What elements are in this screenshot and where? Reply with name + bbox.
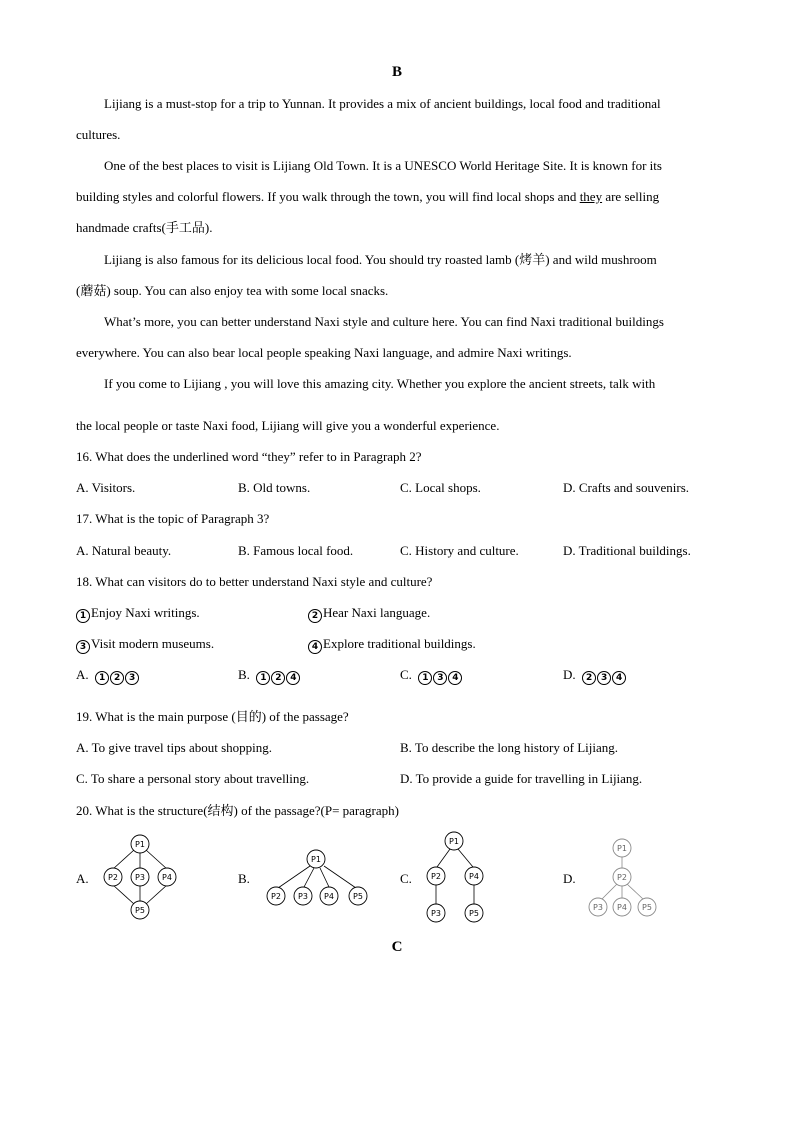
passage-p2-text-post: are selling (602, 189, 660, 204)
passage-p2-line1: One of the best places to visit is Lijiang Old Town. It is a UNESCO World Heritage Site. It is known for its (104, 158, 662, 173)
q17-option-c[interactable]: C. History and culture. (400, 543, 519, 558)
q16-option-c[interactable]: C. Local shops. (400, 480, 481, 495)
question-17-stem: 17. What is the topic of Paragraph 3? (76, 511, 270, 526)
circled-number: 3 (125, 671, 139, 685)
structure-diagram-d[interactable] (586, 835, 660, 926)
q18-item-4-text: Explore traditional buildings. (323, 636, 476, 651)
q18-option-c[interactable] (400, 667, 463, 685)
q20-option-c-letter[interactable]: C. (400, 871, 412, 886)
q18-item-2-text: Hear Naxi language. (323, 605, 431, 620)
q18-option-d[interactable] (563, 667, 627, 685)
passage-p1-line2: cultures. (76, 127, 121, 142)
q19-option-d[interactable]: D. To provide a guide for travelling in Lijiang. (400, 771, 643, 786)
structure-diagram-c[interactable] (420, 828, 492, 931)
circled-number: 2 (582, 671, 596, 685)
q18-item-3 (76, 636, 214, 654)
q19-option-a[interactable]: A. To give travel tips about shopping. (76, 740, 272, 755)
circled-number: 2 (271, 671, 285, 685)
question-20-stem: 20. What is the structure(结构) of the passage?(P= paragraph) (76, 803, 399, 818)
q18-item-4 (308, 636, 476, 654)
node-label: P1 (449, 837, 459, 846)
circled-number: 2 (110, 671, 124, 685)
node-label: P1 (311, 855, 321, 864)
question-16-stem: 16. What does the underlined word “they” refer to in Paragraph 2? (76, 449, 422, 464)
circled-number: 1 (256, 671, 270, 685)
circled-number: 4 (448, 671, 462, 685)
circled-number: 4 (612, 671, 626, 685)
passage-p3-line1: Lijiang is also famous for its delicious local food. You should try roasted lamb (烤羊) and wild mushroom (104, 252, 657, 267)
circled-number-2: 2 (308, 609, 322, 623)
underlined-word-they: they (579, 189, 603, 204)
node-label: P2 (271, 892, 281, 901)
node-label: P3 (431, 909, 441, 918)
q16-option-b[interactable]: B. Old towns. (238, 480, 311, 495)
question-19-stem: 19. What is the main purpose (目的) of the passage? (76, 709, 349, 724)
structure-diagram-b[interactable] (262, 844, 374, 915)
node-label: P2 (617, 873, 627, 882)
node-label: P4 (469, 872, 479, 881)
circled-number: 1 (95, 671, 109, 685)
node-label: P1 (617, 844, 627, 853)
passage-p2-text-pre: building styles and colorful flowers. If you walk through the town, you will find local shops and (76, 189, 580, 204)
node-label: P5 (353, 892, 363, 901)
node-label: P4 (617, 903, 627, 912)
passage-p2-line2 (76, 189, 716, 205)
q17-option-d[interactable]: D. Traditional buildings. (563, 543, 691, 558)
structure-diagram-a[interactable] (96, 832, 186, 927)
node-label: P2 (431, 872, 441, 881)
node-label: P2 (108, 873, 118, 882)
passage-p1-line1: Lijiang is a must-stop for a trip to Yunnan. It provides a mix of ancient buildings, local food and traditional (104, 96, 661, 111)
q18-option-b[interactable] (238, 667, 301, 685)
circled-number: 4 (286, 671, 300, 685)
passage-p2-line3: handmade crafts(手工品). (76, 220, 213, 235)
circled-number-1: 1 (76, 609, 90, 623)
q17-option-a[interactable]: A. Natural beauty. (76, 543, 172, 558)
q18-option-d-letter: D. (563, 667, 576, 682)
q18-item-1-text: Enjoy Naxi writings. (91, 605, 200, 620)
question-18-stem: 18. What can visitors do to better understand Naxi style and culture? (76, 574, 433, 589)
q16-option-a[interactable]: A. Visitors. (76, 480, 136, 495)
circled-number-3: 3 (76, 640, 90, 654)
q18-option-c-letter: C. (400, 667, 412, 682)
q19-option-b[interactable]: B. To describe the long history of Lijiang. (400, 740, 619, 755)
node-label: P3 (135, 873, 145, 882)
node-label: P1 (135, 840, 145, 849)
q18-option-b-letter: B. (238, 667, 250, 682)
node-label: P5 (135, 906, 145, 915)
section-c-heading: C (391, 939, 403, 955)
q18-item-1 (76, 605, 200, 623)
node-label: P4 (324, 892, 334, 901)
q18-option-a[interactable] (76, 667, 140, 685)
q18-item-2 (308, 605, 430, 623)
passage-p4-line1: What’s more, you can better understand Naxi style and culture here. You can find Naxi traditional buildings (104, 314, 664, 329)
node-label: P5 (642, 903, 652, 912)
q17-option-b[interactable]: B. Famous local food. (238, 543, 354, 558)
node-label: P4 (162, 873, 172, 882)
q20-option-b-letter[interactable]: B. (238, 871, 250, 886)
circled-number: 3 (597, 671, 611, 685)
passage-p4-line2: everywhere. You can also bear local people speaking Naxi language, and admire Naxi writings. (76, 345, 572, 360)
q16-option-d[interactable]: D. Crafts and souvenirs. (563, 480, 690, 495)
node-label: P3 (298, 892, 308, 901)
circled-number: 3 (433, 671, 447, 685)
section-b-heading: B (391, 64, 402, 80)
passage-p3-line2: (蘑菇) soup. You can also enjoy tea with some local snacks. (76, 283, 389, 298)
circled-number-4: 4 (308, 640, 322, 654)
passage-p5-line1: If you come to Lijiang , you will love this amazing city. Whether you explore the ancient streets, talk with (104, 376, 656, 391)
q18-item-3-text: Visit modern museums. (91, 636, 215, 651)
q20-option-a-letter[interactable]: A. (76, 871, 89, 886)
q19-option-c[interactable]: C. To share a personal story about travelling. (76, 771, 310, 786)
circled-number: 1 (418, 671, 432, 685)
passage-p5-line2: the local people or taste Naxi food, Lijiang will give you a wonderful experience. (76, 418, 500, 433)
q18-option-a-letter: A. (76, 667, 89, 682)
q20-option-d-letter[interactable]: D. (563, 871, 576, 886)
node-label: P3 (593, 903, 603, 912)
node-label: P5 (469, 909, 479, 918)
